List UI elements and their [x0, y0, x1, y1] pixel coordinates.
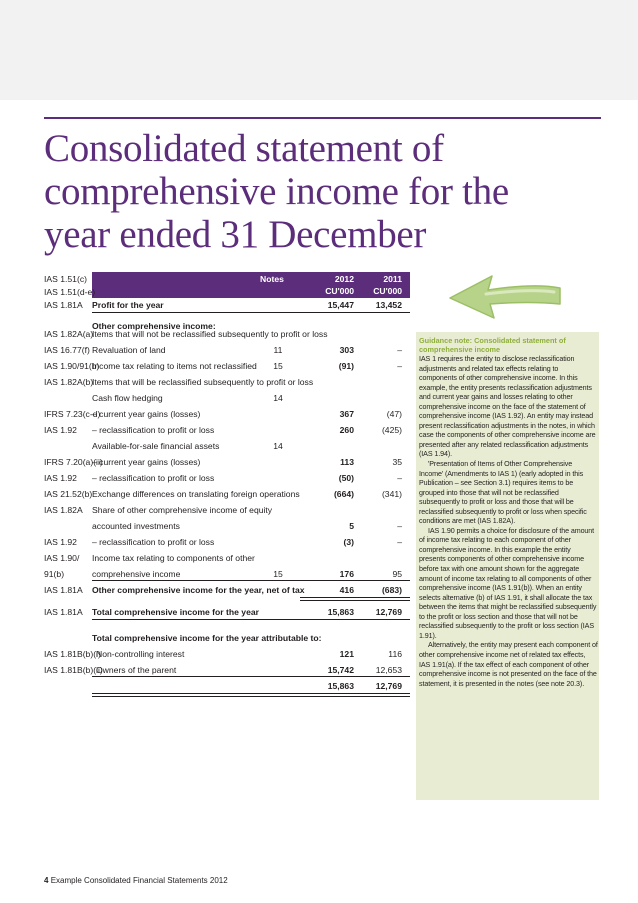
value-2012: 416 — [339, 585, 354, 595]
row-label: Share of other comprehensive income of equity — [92, 505, 273, 515]
value-2011: – — [397, 345, 402, 355]
value-2011: (341) — [381, 489, 402, 499]
value-2012: 15,742 — [327, 665, 354, 675]
footer-text: Example Consolidated Financial Statements 2012 — [50, 876, 228, 885]
value-2011: 12,653 — [375, 665, 402, 675]
value-2012: (3) — [343, 537, 354, 547]
ref: IAS 1.92 — [44, 473, 77, 483]
row-label: Non-controlling interest — [96, 649, 185, 659]
row-label: – reclassification to profit or loss — [92, 537, 215, 547]
guidance-paragraph: 'Presentation of Items of Other Comprehensive Income' (Amendments to IAS 1) (early adopted in this Publication – see Section 3.1) requires items to be grouped into those that will not be reclassified subsequently to profit or loss and those that will be reclassified subsequently to profit or loss when specific conditions are met (IAS 1.82A). — [419, 460, 587, 526]
row-label: Income tax relating to components of other — [92, 553, 255, 563]
header-2012: 2012 — [334, 274, 354, 284]
row-label: – reclassification to profit or loss — [92, 425, 215, 435]
value-2012: 303 — [339, 345, 354, 355]
header-unit-2011: CU'000 — [373, 286, 402, 296]
row-label: Profit for the year — [92, 300, 164, 310]
row-label: Total comprehensive income for the year — [92, 607, 259, 617]
ref: IAS 1.82A — [44, 505, 83, 515]
value-2012: 15,447 — [327, 300, 354, 310]
value-2011: 12,769 — [375, 607, 402, 617]
row-label: Exchange differences on translating foreign operations — [92, 489, 300, 499]
guidance-paragraph: IAS 1 requires the entity to disclose reclassification adjustments and related tax effects relating to components of other comprehensive income. In this example, the entity presents reclassification adjustments and current year gains and losses relating to other comprehensive income on the face of the statement of comprehensive income (IAS 1.92). An entity may instead present reclassification adjustments in the notes, in which case the components of other comprehensive income are presented after any related reclassification adjustments (IAS 1.94). — [419, 355, 596, 459]
row-label: Items that will not be reclassified subsequently to profit or loss — [92, 329, 328, 339]
value-2012: (91) — [338, 361, 354, 371]
value-2012: 121 — [339, 649, 354, 659]
value-2011: 35 — [392, 457, 402, 467]
value-2011: – — [397, 473, 402, 483]
value-2012: 15,863 — [327, 607, 354, 617]
row-label: Available-for-sale financial assets — [92, 441, 220, 451]
ref: IAS 1.51(c) — [44, 274, 87, 284]
header-2011: 2011 — [383, 274, 402, 284]
header-notes: Notes — [260, 274, 284, 284]
value-2011: – — [397, 521, 402, 531]
value-2011: – — [397, 537, 402, 547]
value-2011: (683) — [381, 585, 402, 595]
row-label: Other comprehensive income for the year, net of tax — [92, 585, 305, 595]
note-ref: 14 — [273, 393, 283, 403]
ref: IFRS 7.20(a)(ii) — [44, 457, 103, 467]
value-2012: 260 — [339, 425, 354, 435]
value-2011: (47) — [386, 409, 402, 419]
section-heading: Other comprehensive income: — [92, 321, 216, 331]
value-2011: – — [397, 361, 402, 371]
row-label: – reclassification to profit or loss — [92, 473, 215, 483]
subtotal-rule — [300, 597, 410, 598]
ref: IAS 1.90/91(b) — [44, 361, 100, 371]
ref: IAS 1.81A — [44, 585, 83, 595]
section-heading: Total comprehensive income for the year attributable to: — [92, 633, 322, 643]
header-unit-2012: CU'000 — [325, 286, 354, 296]
guidance-paragraph: IAS 1.90 permits a choice for disclosure of the amount of income tax relating to each component of other comprehensive income. In this example the entity presents components of other comprehensive income before tax with one amount shown for the aggregate amount of income tax relating to all components of other comprehensive income (IAS 1.91(b)). When an entity selects alternative (b) of IAS 1.91, it shall allocate the tax between the items that might be reclassified subsequently to the profit or loss section and those that will not be reclassified subsequently to the profit or loss section (IAS 1.91). — [419, 526, 597, 640]
ref: IAS 16.77(f) — [44, 345, 90, 355]
row-label: Owners of the parent — [96, 665, 177, 675]
ref: IAS 1.90/ — [44, 553, 80, 563]
total-rule — [92, 676, 410, 677]
ref: IAS 1.81B(b)(i) — [44, 649, 101, 659]
row-divider — [92, 312, 410, 313]
value-2012: (50) — [338, 473, 354, 483]
ref: IAS 1.81A — [44, 607, 83, 617]
ref: IAS 1.92 — [44, 537, 77, 547]
guidance-body — [419, 355, 598, 689]
row-divider — [92, 619, 410, 620]
row-divider — [92, 580, 410, 581]
total-rule — [92, 693, 410, 694]
value-2011: 116 — [388, 649, 402, 659]
note-ref: 15 — [273, 361, 283, 371]
row-label: – current year gains (losses) — [92, 457, 201, 467]
value-2012: (664) — [333, 489, 354, 499]
green-arrow-icon — [444, 262, 564, 322]
row-label: Items that will be reclassified subsequently to profit or loss — [92, 377, 314, 387]
row-label: Revaluation of land — [92, 345, 166, 355]
note-ref: 15 — [273, 569, 283, 579]
ref: 91(b) — [44, 569, 65, 579]
value-2012: 15,863 — [327, 681, 354, 691]
note-ref: 14 — [273, 441, 283, 451]
value-2012: 367 — [339, 409, 354, 419]
value-2011: 95 — [392, 569, 402, 579]
page-title: Consolidated statement of comprehensive income for the year ended 31 December — [44, 127, 509, 256]
ref: IAS 1.51(d-e) — [44, 287, 96, 297]
row-label: accounted investments — [92, 521, 180, 531]
top-band — [0, 0, 638, 100]
value-2012: 176 — [339, 569, 354, 579]
note-ref: 11 — [273, 345, 283, 355]
ref: IAS 21.52(b) — [44, 489, 93, 499]
page-footer — [44, 876, 228, 885]
ref: IAS 1.81B(b)(ii) — [44, 665, 103, 675]
row-label: comprehensive income — [92, 569, 181, 579]
row-label: Income tax relating to items not reclassified — [92, 361, 257, 371]
page-number: 4 — [44, 876, 49, 885]
guidance-title: Guidance note: Consolidated statement of comprehensive income — [419, 336, 566, 355]
value-2011: 12,769 — [375, 681, 402, 691]
ref: IAS 1.82A(a) — [44, 329, 94, 339]
ref: IFRS 7.23(c-d) — [44, 409, 101, 419]
guidance-paragraph: Alternatively, the entity may present each component of other comprehensive income net of related tax effects, IAS 1.91(a). If the tax effect of each component of other comprehensive income is not presented on the face of the statement, it is presented in the notes (see note 20.3). — [419, 641, 598, 688]
ref: IAS 1.81A — [44, 300, 83, 310]
ref: IAS 1.82A(b) — [44, 377, 94, 387]
ref: IAS 1.92 — [44, 425, 77, 435]
row-label: Cash flow hedging — [92, 393, 163, 403]
title-rule — [44, 117, 601, 119]
subtotal-rule — [300, 600, 410, 601]
value-2012: 5 — [349, 521, 354, 531]
value-2011: 13,452 — [375, 300, 402, 310]
value-2011: (425) — [381, 425, 402, 435]
total-rule — [92, 696, 410, 697]
row-label: – current year gains (losses) — [92, 409, 201, 419]
value-2012: 113 — [340, 457, 354, 467]
